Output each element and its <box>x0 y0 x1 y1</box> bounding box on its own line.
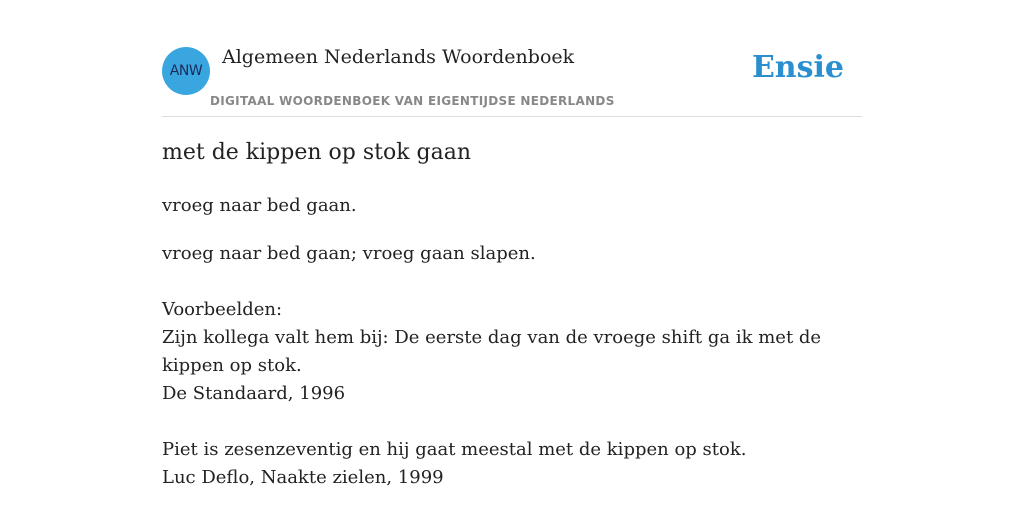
examples-label: Voorbeelden: <box>162 299 283 320</box>
example-source: De Standaard, 1996 <box>162 383 346 404</box>
entry-content <box>162 240 862 492</box>
page <box>162 0 862 488</box>
example-text: Zijn kollega valt hem bij: De eerste dag van de vroege shift ga ik met de kippen op stok. <box>162 327 822 376</box>
site-subtitle: DIGITAAL WOORDENBOEK VAN EIGENTIJDSE NEDERLANDS <box>210 94 615 108</box>
site-title[interactable]: Algemeen Nederlands Woordenboek <box>222 46 575 68</box>
site-header <box>162 0 862 117</box>
anw-logo[interactable] <box>162 47 210 95</box>
logo-text: ANW <box>169 63 203 79</box>
entry-term: met de kippen op stok gaan <box>162 140 472 165</box>
short-definition: vroeg naar bed gaan. <box>162 195 357 216</box>
example-text: Piet is zesenzeventig en hij gaat meestal met de kippen op stok. <box>162 439 747 460</box>
example-source: Luc Deflo, Naakte zielen, 1999 <box>162 467 444 488</box>
ensie-brand-link[interactable]: Ensie <box>751 50 844 85</box>
definition: vroeg naar bed gaan; vroeg gaan slapen. <box>162 243 536 264</box>
